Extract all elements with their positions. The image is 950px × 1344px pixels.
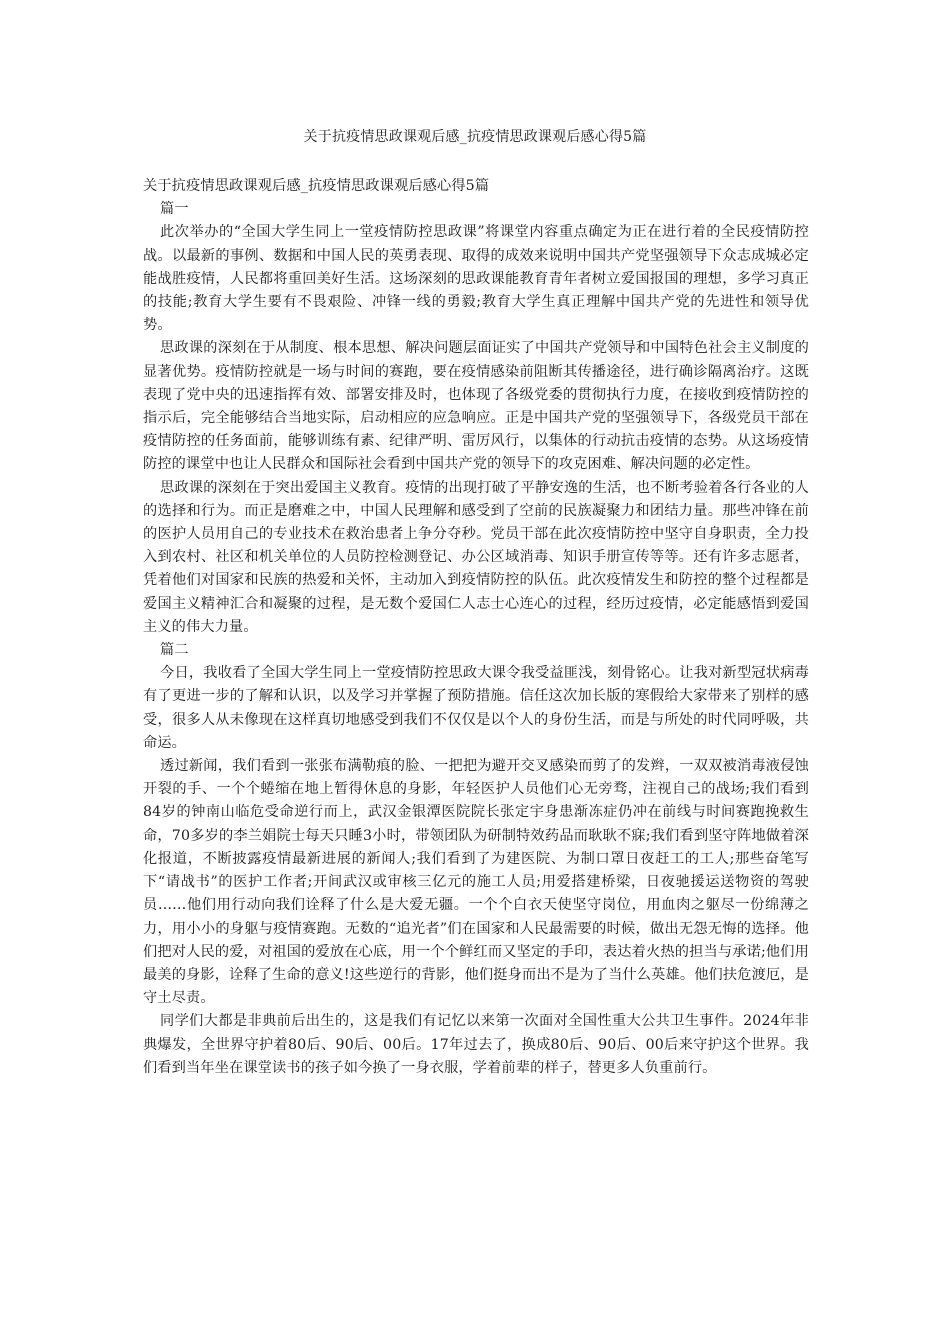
document-title: 关于抗疫情思政课观后感_抗疫情思政课观后感心得5篇 bbox=[143, 178, 490, 194]
page-header: 关于抗疫情思政课观后感_抗疫情思政课观后感心得5篇 bbox=[303, 129, 647, 145]
paragraph: 同学们大都是非典前后出生的，这是我们有记忆以来第一次面对全国性重大公共卫生事件。2024年非典爆发，全世界守护着80后、90后、00后。17年过去了，换成80后、90后、00后来守护这个世界。我们看到当年坐在课堂读书的孩子如今换了一身衣服，学着前辈的样子，替更多人负重前行。 bbox=[143, 1013, 809, 1076]
paragraph: 今日，我收看了全国大学生同上一堂疫情防控思政大课令我受益匪浅，刻骨铭心。让我对新型冠状病毒有了更进一步的了解和认识，以及学习并掌握了预防措施。信任这次加长版的寒假给大家带来了别样的感受，很多人从未像现在这样真切地感受到我们不仅仅是以个人的身份生活，而是与所处的时代同呼吸，共命运。 bbox=[143, 665, 809, 751]
section-label-2: 篇二 bbox=[160, 642, 189, 659]
paragraph: 思政课的深刻在于突出爱国主义教育。疫情的出现打破了平静安逸的生活，也不断考验着各行各业的人的选择和行为。而正是磨难之中，中国人民理解和感受到了空前的民族凝聚力和团结力量。那些冲锋在前的医护人员用自己的专业技术在救治患者上争分夺秒。党员干部在此次疫情防控中坚守自身职责，全力投入到农村、社区和机关单位的人员防控检测登记、办公区域消毒、知识手册宣传等等。还有许多志愿者，凭着他们对国家和民族的热爱和关怀，主动加入到疫情防控的队伍。此次疫情发生和防控的整个过程都是爱国主义精神汇合和凝聚的过程，是无数个爱国仁人志士心连心的过程，经历过疫情，必定能感悟到爱国主义的伟大力量。 bbox=[143, 479, 809, 635]
section-label-1: 篇一 bbox=[160, 201, 189, 218]
paragraph: 思政课的深刻在于从制度、根本思想、解决问题层面证实了中国共产党领导和中国特色社会主义制度的显著优势。疫情防控就是一场与时间的赛跑，要在疫情感染前阻断其传播途径，进行确诊隔离治疗。这既表现了党中央的迅速指挥有效、部署安排及时，也体现了各级党委的贯彻执行力度，在接收到疫情防控的指示后，完全能够结合当地实际，启动相应的应急响应。正是中国共产党的坚强领导下，各级党员干部在疫情防控的任务面前，能够训练有素、纪律严明、雷厉风行，以集体的行动抗击疫情的态势。从这场疫情防控的课堂中也让人民群众和国际社会看到中国共产党的领导下的攻克困难、解决问题的必定性。 bbox=[143, 340, 809, 473]
document-body bbox=[143, 175, 809, 1080]
paragraph: 透过新闻，我们看到一张张布满勒痕的脸、一把把为避开交叉感染而剪了的发辫，一双双被消毒液侵蚀开裂的手、一个个蜷缩在地上暂得休息的身影，年轻医护人员他们心无旁骛，注视自己的战场;我们看到84岁的钟南山临危受命逆行而上，武汉金银潭医院院长张定宇身患渐冻症仍冲在前线与时间赛跑挽救生命，70多岁的李兰娟院士每天只睡3小时，带领团队为研制特效药品而耿耿不寐;我们看到坚守阵地做着深化报道，不断披露疫情最新进展的新闻人;我们看到了为建医院、为制口罩日夜赶工的工人;那些奋笔写下“请战书”的医护工作者;开间武汉或审核三亿元的施工人员;用爱搭建桥梁，日夜驰援运送物资的驾驶员……他们用行动向我们诠释了什么是大爱无疆。一个个白衣天使坚守岗位，用血肉之躯尽一份绵薄之力，用小小的身躯与疫情赛跑。无数的“追光者”们在国家和人民最需要的时候，做出无怨无悔的选择。他们把对人民的爱，对祖国的爱放在心底，用一个个鲜红而又坚定的手印，表达着火热的担当与承诺;他们用最美的身影，诠释了生命的意义!这些逆行的背影，他们挺身而出不是为了当什么英雄。他们扶危渡厄，是守土尽责。 bbox=[143, 758, 809, 1007]
paragraph: 此次举办的“全国大学生同上一堂疫情防控思政课”将课堂内容重点确定为正在进行着的全民疫情防控战。以最新的事例、数据和中国人民的英勇表现、取得的成效来说明中国共产党坚强领导下众志成城必定能战胜疫情，人民都将重回美好生活。这场深刻的思政课能教育青年者树立爱国报国的理想，多学习真正的技能;教育大学生要有不畏艰险、冲锋一线的勇毅;教育大学生真正理解中国共产党的先进性和领导优势。 bbox=[143, 224, 809, 334]
